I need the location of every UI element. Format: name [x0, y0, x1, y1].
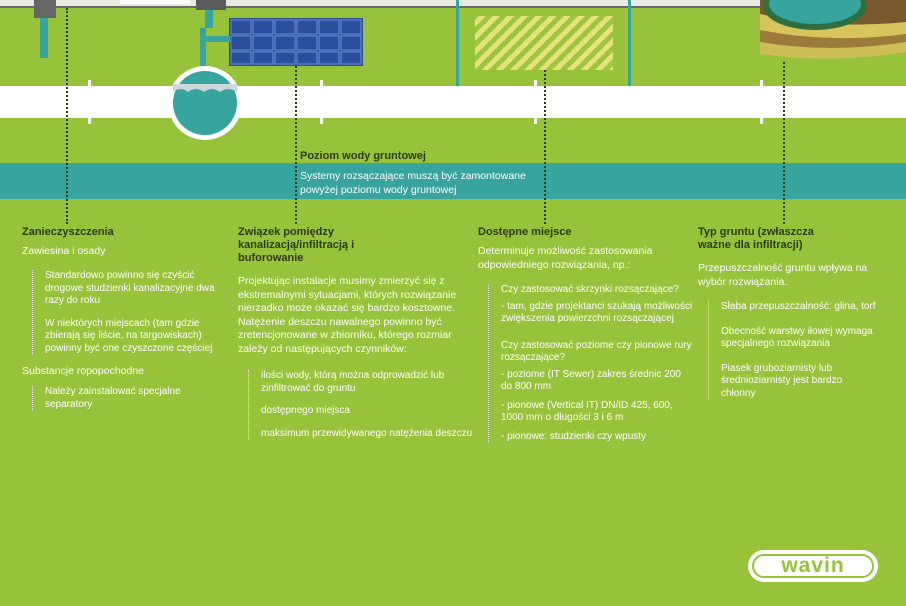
bullet-list [32, 386, 222, 411]
list-item: maksimum przewidywanego natężenia deszczu [261, 427, 473, 439]
column-pollution [22, 226, 222, 421]
guide-line-1 [66, 8, 68, 224]
list-item: Należy zainstalować specjalne separatory [45, 386, 181, 410]
list-item: - tam, gdzie projektanci szukają możliwości zwiększenia powierzchni rozsączającej [501, 300, 693, 324]
illustration-strip [0, 0, 906, 150]
manhole-circle [166, 64, 244, 142]
column-title: Związek pomiędzy kanalizacją/infiltracją i buforowanie [238, 226, 355, 264]
main-pipe [0, 86, 906, 118]
column-title: Typ gruntu (zwłaszcza ważne dla infiltracji) [698, 226, 814, 251]
list-item: dostępnego miejsca [261, 405, 350, 416]
pipe-joint [534, 80, 537, 124]
bullet-list [708, 301, 878, 400]
list-item: - poziome (IT Sewer) zakres średnic 200 do 800 mm [501, 368, 681, 392]
question: Czy zastosować poziome czy pionowe rury rozsączające? [501, 339, 692, 363]
road-marking [120, 0, 190, 4]
column-intro: Projektując instalacje musimy zmierzyć się z ekstremalnymi sytuacjami, których rozwiązanie nierzadko może okazać się bardzo kosztowne. Natężenie deszczu nawalnego powinno być zretencjonowane w zbiorniku, którego rozmiar zależy od następujących czynników: [238, 275, 457, 355]
list-item: W niektórych miejscach (tam gdzie zbierają się liście, na targowiskach) powinny być one czyszczone częściej [45, 317, 213, 354]
crate-inlet [206, 36, 230, 42]
bullet-list [248, 370, 474, 440]
wavin-logo-text: wavin [781, 554, 845, 577]
bullet-list [488, 284, 694, 443]
pipe-joint [760, 80, 763, 124]
column-intro: Determinuje możliwość zastosowania odpowiedniego rozwiązania, np.: [478, 245, 653, 271]
pipe-joint [320, 80, 323, 124]
bullet-list [32, 270, 222, 355]
list-item: - pionowe (Vertical IT) DN/ID 425, 600, 1000 mm o długości 3 i 6 m [501, 399, 673, 423]
guide-line-3 [544, 70, 546, 224]
guide-line-2 [295, 66, 297, 224]
pipe-joint [88, 80, 91, 124]
gully-top [196, 0, 226, 10]
gully-connector [205, 10, 213, 28]
column-title: Dostępne miejsce [478, 226, 572, 238]
infiltration-crate [229, 18, 363, 66]
top-illustration [0, 0, 906, 150]
road-edge [0, 6, 760, 8]
column-relation [238, 226, 474, 450]
list-item: - pionowe: studzienki czy wpusty [501, 430, 647, 442]
column-soil [698, 226, 878, 410]
column-intro: Przepuszczalność gruntu wpływa na wybór rozwiązania. [698, 262, 868, 288]
groundwater-title: Poziom wody gruntowej [300, 150, 426, 162]
vertical-pipe [456, 0, 459, 86]
available-space-hatch [475, 16, 613, 70]
list-item: Słaba przepuszczalność: glina, torf [721, 301, 876, 312]
column-title: Zanieczyszczenia [22, 226, 114, 238]
guide-line-4 [783, 62, 785, 224]
column-subtitle: Zawiesina i osady [22, 245, 106, 257]
column-subtitle: Substancje ropopochodne [22, 365, 145, 377]
list-item: Piasek gruboziarnisty lub średnioziarnisty jest bardzo chłonny [721, 362, 843, 399]
gully-body [34, 0, 56, 18]
vertical-pipe-2 [628, 0, 631, 86]
list-item: Standardowo powinno się czyścić drogowe studzienki kanalizacyjne dwa razy do roku [45, 270, 215, 306]
groundwater-text: Systemy rozsączające muszą być zamontowane powyżej poziomu wody gruntowej [300, 170, 526, 196]
list-item: Obecność warstwy iłowej wymaga specjalnego rozwiązania [721, 325, 873, 349]
question: Czy zastosować skrzynki rozsączające? [501, 284, 679, 295]
gully-pipe [40, 18, 48, 58]
list-item: ilości wody, którą można odprowadzić lub zinfiltrować do gruntu [261, 370, 445, 394]
column-space [478, 226, 694, 453]
